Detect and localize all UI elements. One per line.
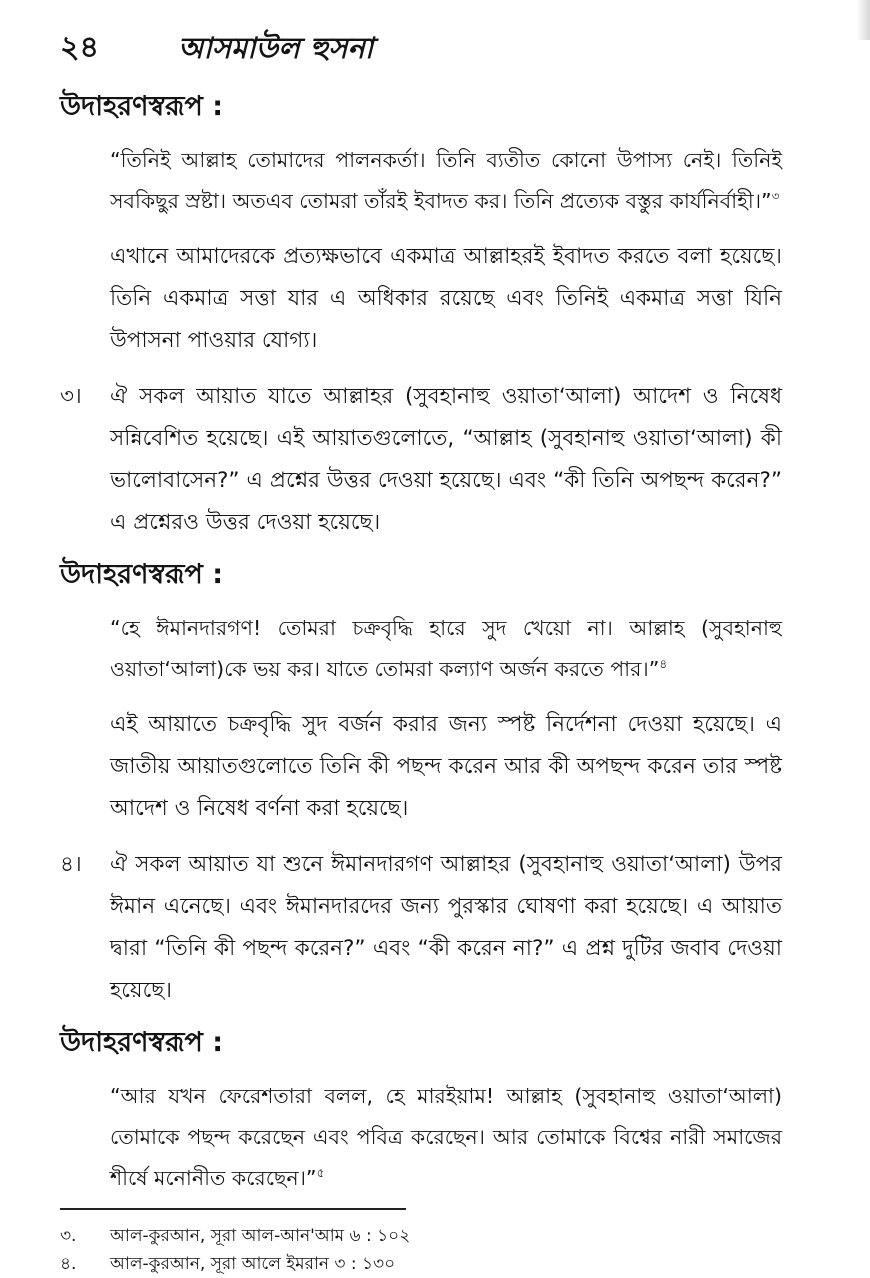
- example-heading-2: উদাহরণস্বরূপ :: [60, 559, 224, 590]
- quote-2-text: “হে ঈমানদারগণ! তোমরা চক্রবৃদ্ধি হারে সুদ খেয়ো না। আল্লাহ (সুবহানাহু ওয়াতা‘আলা)কে ভয় কর। যাতে তোমরা কল্যাণ অর্জন করতে পার।”: [110, 616, 782, 681]
- footnote-ref-4: ৪: [659, 657, 668, 672]
- footnotes: [60, 1222, 800, 1278]
- list-item-3-number: ৩।: [60, 384, 82, 409]
- list-item-4: [60, 844, 782, 1012]
- footnote-number: ৩.: [60, 1226, 77, 1246]
- page-content: [60, 88, 782, 1213]
- footnote-item: [60, 1250, 800, 1278]
- footnote-number: ৪.: [60, 1254, 77, 1274]
- footnote-divider: [60, 1208, 406, 1210]
- running-title: আসমাউল হুসনা: [178, 31, 374, 65]
- quote-1: [110, 140, 782, 222]
- explanation-2: এই আয়াতে চক্রবৃদ্ধি সুদ বর্জন করার জন্য স্পষ্ট নির্দেশনা দেওয়া হয়েছে। এ জাতীয় আয়াতগুলোতে তিনি কী পছন্দ করেন আর কী অপছন্দ করেন তার স্পষ্ট আদেশ ও নিষেধ বর্ণনা করা হয়েছে।: [110, 712, 782, 821]
- quote-3: [110, 1076, 782, 1199]
- quote-1-text: “তিনিই আল্লাহ তোমাদের পালনকর্তা। তিনি ব্যতীত কোনো উপাস্য নেই। তিনিই সবকিছুর স্রষ্টা। অতএব তোমরা তাঁরই ইবাদত কর। তিনি প্রত্যেক বস্তুর কার্যনির্বাহী।”: [110, 148, 782, 213]
- list-item-4-number: ৪।: [60, 852, 82, 877]
- quote-2: [110, 608, 782, 690]
- example-heading-1: উদাহরণস্বরূপ :: [60, 91, 224, 122]
- list-item-3-text: ঐ সকল আয়াত যাতে আল্লাহর (সুবহানাহু ওয়াতা‘আলা) আদেশ ও নিষেধ সন্নিবেশিত হয়েছে। এই আয়াতগুলোতে, “আল্লাহ (সুবহানাহু ওয়াতা‘আলা) কী ভালোবাসেন?” এ প্রশ্নের উত্তর দেওয়া হয়েছে। এবং “কী তিনি অপছন্দ করেন?” এ প্রশ্নেরও উত্তর দেওয়া হয়েছে।: [110, 384, 782, 535]
- explanation-1: এখানে আমাদেরকে প্রত্যক্ষভাবে একমাত্র আল্লাহরই ইবাদত করতে বলা হয়েছে। তিনি একমাত্র সত্তা যার এ অধিকার রয়েছে এবং তিনিই একমাত্র সত্তা যিনি উপাসনা পাওয়ার যোগ্য।: [110, 244, 782, 353]
- list-item-4-text: ঐ সকল আয়াত যা শুনে ঈমানদারগণ আল্লাহর (সুবহানাহু ওয়াতা‘আলা) উপর ঈমান এনেছে। এবং ঈমানদারদের জন্য পুরস্কার ঘোষণা করা হয়েছে। এ আয়াত দ্বারা “তিনি কী পছন্দ করেন?” এবং “কী করেন না?” এ প্রশ্ন দুটির জবাব দেওয়া হয়েছে।: [110, 852, 782, 1003]
- quote-3-text: “আর যখন ফেরেশতারা বলল, হে মারইয়াম! আল্লাহ (সুবহানাহু ওয়াতা‘আলা) তোমাকে পছন্দ করেছেন এবং পবিত্র করেছেন। আর তোমাকে বিশ্বের নারী সমাজের শীর্ষে মনোনীত করেছেন।”: [110, 1084, 782, 1190]
- footnote-ref-5: ৫: [316, 1166, 325, 1181]
- list-item-3: [60, 376, 782, 544]
- footnote-text: আল-কুরআন, সূরা আলে ইমরান ৩ : ১৩০: [110, 1254, 396, 1274]
- example-heading-3: উদাহরণস্বরূপ :: [60, 1027, 224, 1058]
- page-header: [60, 28, 840, 78]
- footnote-ref-3: ৩: [771, 189, 780, 204]
- footnote-item: [60, 1222, 800, 1250]
- page-edge-shadow: [856, 0, 870, 40]
- footnote-text: আল-কুরআন, সূরা আল-আন'আম ৬ : ১০২: [110, 1226, 411, 1246]
- page-number: ২৪: [60, 30, 99, 65]
